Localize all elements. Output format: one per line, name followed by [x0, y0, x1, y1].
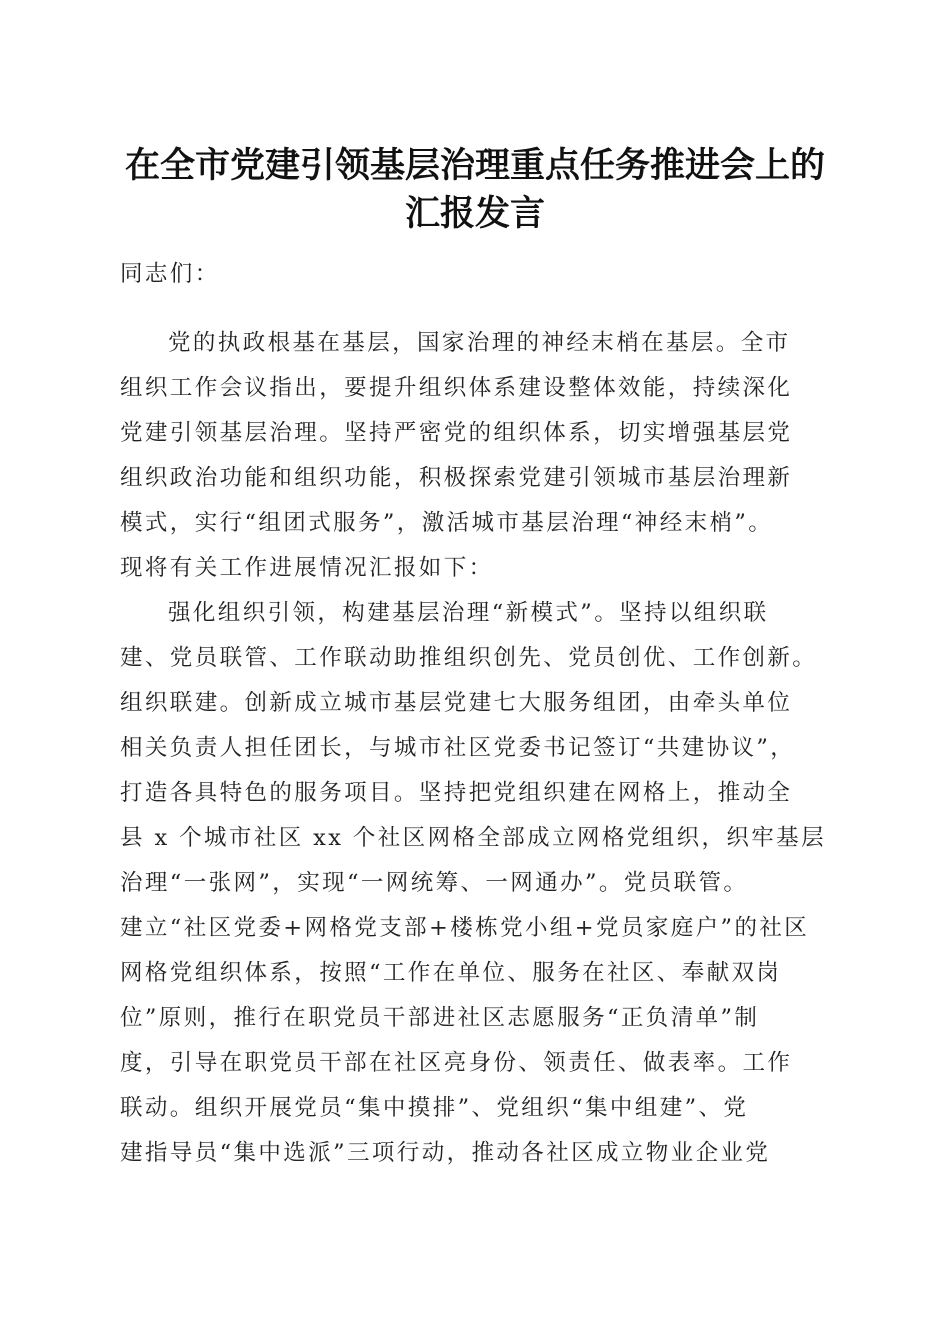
document-title-line-1: 在全市党建引领基层治理重点任务推进会上的: [124, 145, 825, 186]
paragraph-line: 建立“社区党委+网格党支部+楼栋党小组+党员家庭户”的社区: [120, 915, 810, 941]
paragraph-line: 组织联建。创新成立城市基层党建七大服务组团，由牵头单位: [120, 690, 793, 716]
paragraph-line: 模式，实行“组团式服务”，激活城市基层治理“神经末梢”。: [120, 510, 774, 536]
paragraph-line: 联动。组织开展党员“集中摸排”、党组织“集中组建”、党: [120, 1095, 749, 1121]
paragraph-line: 度，引导在职党员干部在社区亮身份、领责任、做表率。工作: [120, 1050, 793, 1076]
paragraph-line: 建指导员“集中选派”三项行动，推动各社区成立物业企业党: [120, 1140, 771, 1166]
paragraph-line: 相关负责人担任团长，与城市社区党委书记签订“共建协议”，: [120, 735, 796, 761]
paragraph-line: 组织工作会议指出，要提升组织体系建设整体效能，持续深化: [120, 375, 793, 401]
paragraph-line: 组织政治功能和组织功能，积极探索党建引领城市基层治理新: [120, 465, 793, 491]
paragraph-line: 现将有关工作进展情况汇报如下：: [120, 555, 494, 581]
paragraph-line: 党建引领基层治理。坚持严密党的组织体系，切实增强基层党: [120, 420, 793, 446]
paragraph-line: 网格党组织体系，按照“工作在单位、服务在社区、奉献双岗: [120, 960, 782, 986]
paragraph-line: 党的执政根基在基层，国家治理的神经末梢在基层。全市: [168, 330, 791, 356]
paragraph-line: 强化组织引领，构建基层治理“新模式”。坚持以组织联: [168, 600, 769, 626]
paragraph-line: 县 x 个城市社区 xx 个社区网格全部成立网格党组织，织牢基层: [120, 825, 826, 851]
paragraph-line: 位”原则，推行在职党员干部进社区志愿服务“正负清单”制: [120, 1005, 760, 1031]
paragraph-line: 治理“一张网”，实现“一网统筹、一网通办”。党员联管。: [120, 870, 749, 896]
paragraph-line: 建、党员联管、工作联动助推组织创先、党员创优、工作创新。: [120, 645, 818, 671]
document-title-line-2: 汇报发言: [404, 193, 545, 234]
paragraph-line: 打造各具特色的服务项目。坚持把党组织建在网格上，推动全: [120, 780, 793, 806]
salutation: 同志们：: [120, 261, 220, 287]
